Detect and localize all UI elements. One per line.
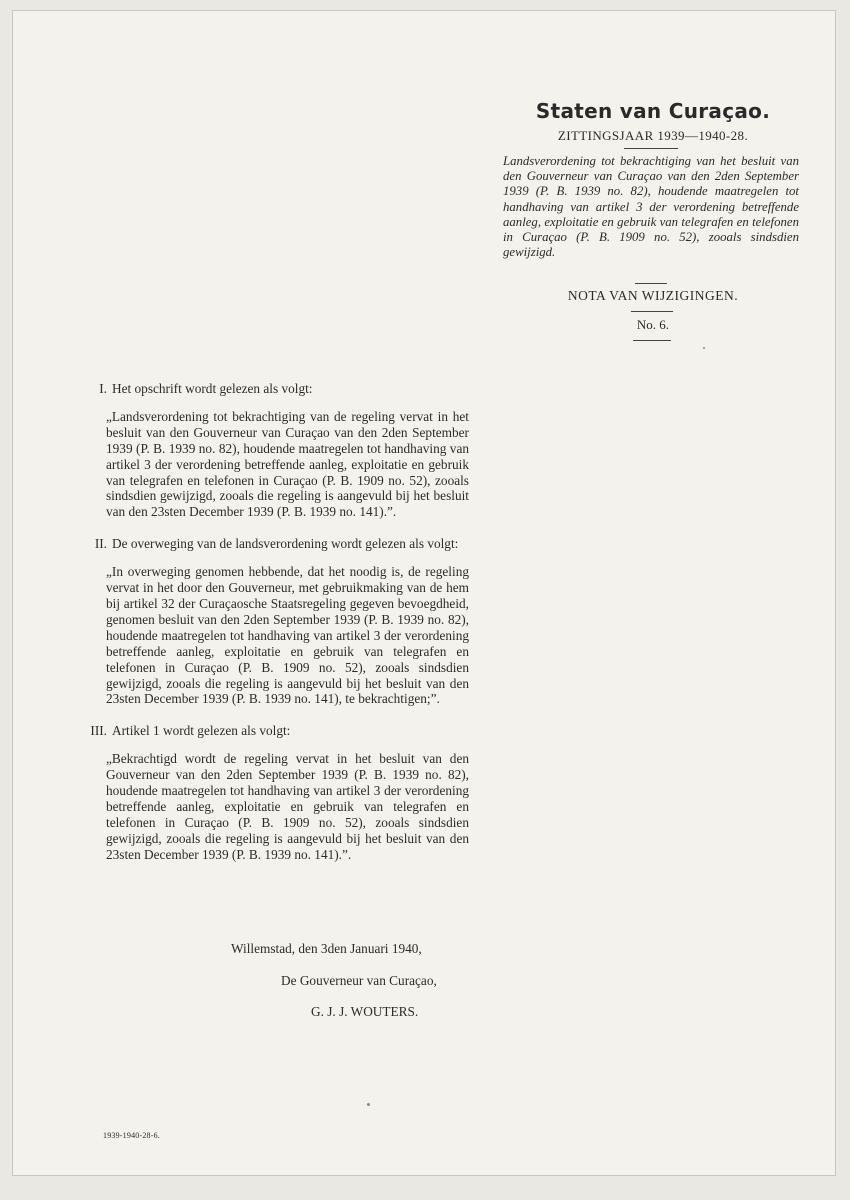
amendment-section-3 — [81, 723, 469, 862]
amendments-body — [81, 381, 469, 879]
signatory: G. J. J. WOUTERS. — [311, 1004, 419, 1019]
number-divider — [633, 340, 671, 341]
document-title: Staten van Curaçao. — [535, 99, 771, 123]
section-intro: Het opschrift wordt gelezen als volgt: — [112, 381, 313, 396]
subject-divider — [635, 283, 667, 284]
document-number: No. 6. — [636, 317, 670, 332]
section-intro: De overweging van de landsverordening wordt gelezen als volgt: — [112, 536, 459, 552]
governor-office: De Gouverneur van Curaçao, — [281, 973, 437, 988]
footer-code: 1939-1940-28-6. — [103, 1131, 160, 1140]
amendment-section-1 — [81, 381, 469, 520]
paper-speck — [367, 1103, 370, 1106]
section-quote: „Bekrachtigd wordt de regeling vervat in het besluit van den Gouverneur van den 2den September 1939 (P. B. 1939 no. 82), houdende maatregelen tot handhaving van artikel 3 der verordening betreffende aanleg, exploitatie en gebruik van telegrafen en telefonen in Curaçao (P. B. 1909 no. 52), zooals sindsdien gewijzigd, zooals die regeling is aangevuld bij het besluit van den 23sten December 1939 (P. B. 1939 no. 141).”. — [106, 751, 469, 862]
paper-speck — [703, 347, 705, 349]
section-quote: „Landsverordening tot bekrachtiging van de regeling vervat in het besluit van den Gouverneur van Curaçao van den 2den September 1939 (P. B. 1939 no. 82), houdende maatregelen tot handhaving van artikel 3 der verordening betreffende aanleg, exploitatie en gebruik van telegrafen en telefonen in Curaçao (P. B. 1909 no. 52), zooals sindsdien gewijzigd, zooals die regeling is aangevuld bij het besluit van den 23sten December 1939 (P. B. 1939 no. 141).”. — [106, 408, 469, 520]
section-numeral: I. — [99, 381, 107, 396]
section-numeral: III. — [90, 723, 107, 739]
bill-subject: Landsverordening tot bekrachtiging van het besluit van den Gouverneur van Curaçao van den 2den September 1939 (P. B. 1939 no. 82), houdende maatregelen tot handhaving van artikel 3 der verordening betreffende aanleg, exploitatie en gebruik van telegrafen en telefonen in Curaçao (P. B. 1909 no. 52), zooals sindsdien gewijzigd. — [503, 154, 799, 260]
section-numeral: II. — [94, 536, 107, 552]
session-year: ZITTINGSJAAR 1939—1940-28. — [557, 128, 749, 143]
nota-divider — [631, 311, 673, 312]
section-quote: „In overweging genomen hebbende, dat het noodig is, de regeling vervat in het door den Gouverneur, met gebruikmaking van de hem bij artikel 32 der Curaçaosche Staatsregeling gegeven bevoegdheid, genomen besluit van den 2den September 1939 (P. B. 1939 no. 82), houdende maatregelen tot handhaving van artikel 3 der verordening betreffende aanleg, exploitatie en gebruik van telegrafen en telefonen in Curaçao (P. B. 1909 no. 52), zooals sindsdien gewijzigd, zooals die regeling is aangevuld bij het besluit van den 23sten December 1939 (P. B. 1939 no. 141), te bekrachtigen;”. — [106, 564, 469, 707]
amendment-section-2 — [81, 536, 469, 707]
header-divider — [624, 148, 678, 149]
place-date: Willemstad, den 3den Januari 1940, — [231, 941, 422, 956]
document-page — [12, 10, 836, 1176]
section-intro: Artikel 1 wordt gelezen als volgt: — [112, 723, 291, 739]
document-type: NOTA VAN WIJZIGINGEN. — [567, 288, 739, 303]
